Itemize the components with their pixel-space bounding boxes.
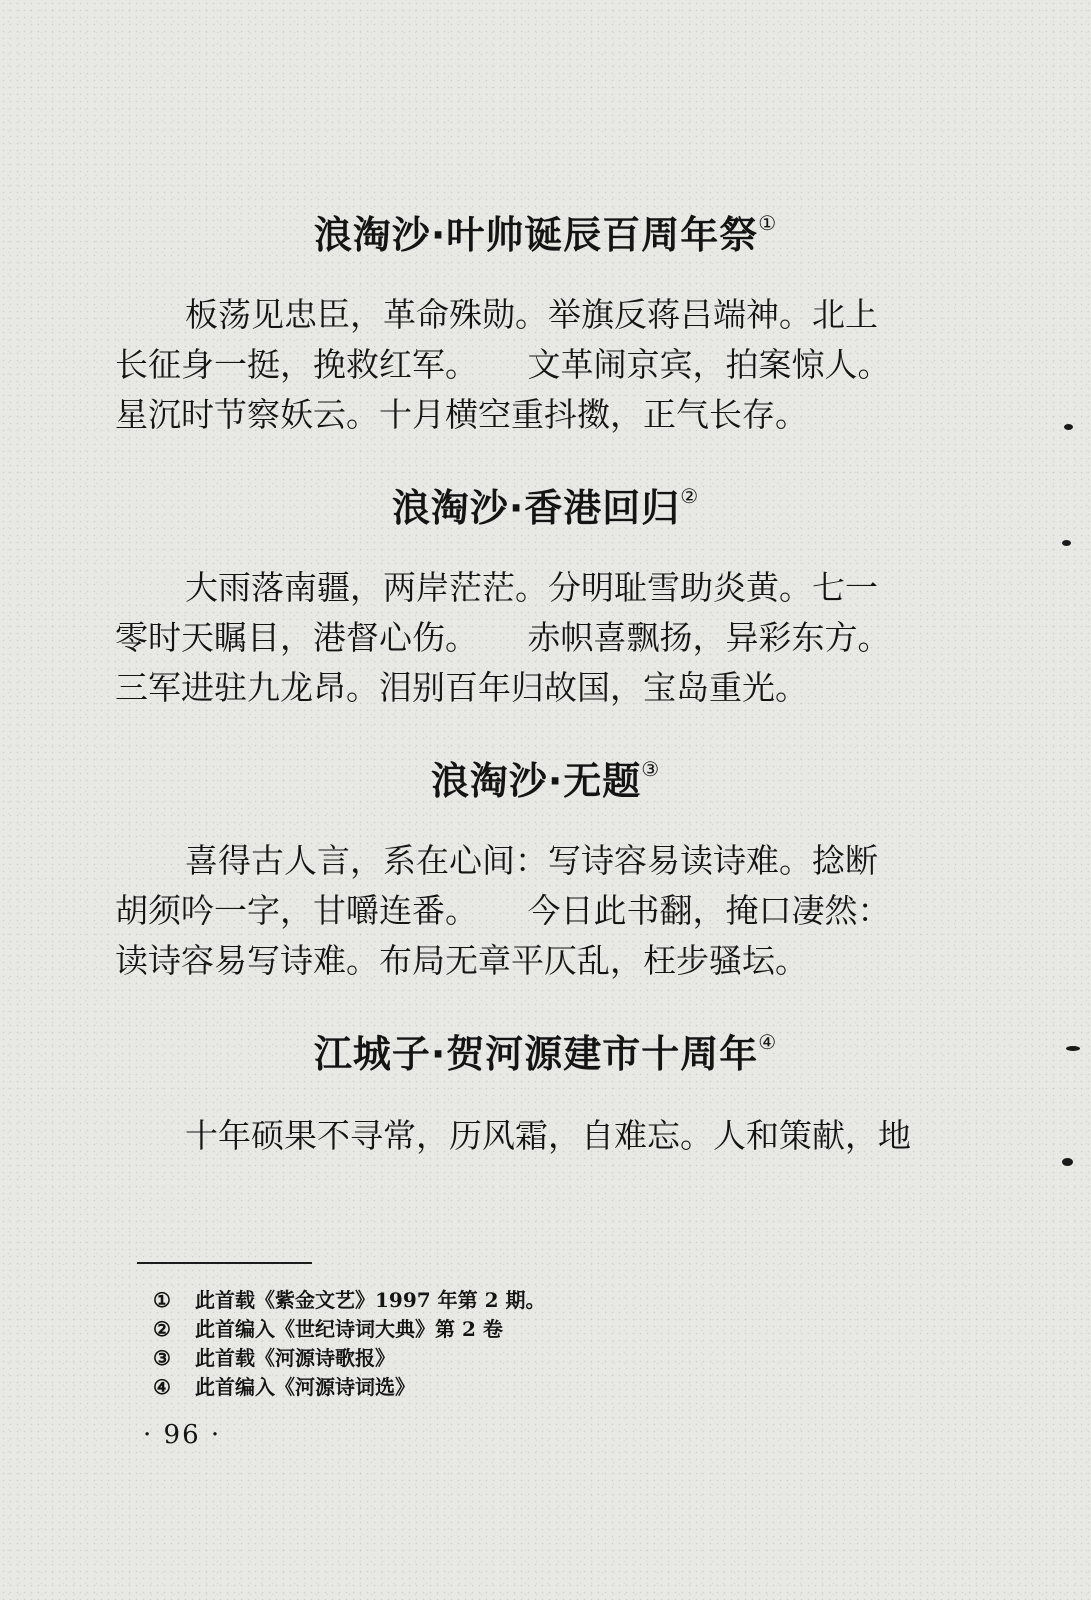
poem-title-2: 浪淘沙·香港回归② [391,484,700,530]
poem-title-1: 浪淘沙·叶帅诞辰百周年祭① [313,211,778,257]
poem-line: 三军进驻九龙昂。泪别百年归故国，宝岛重光。 [115,668,808,707]
footnote-mark: ③ [153,1346,171,1370]
scan-speck [1062,540,1071,546]
poem-line: 星沉时节察妖云。十月横空重抖擞，正气长存。 [115,395,808,434]
poem-line: 读诗容易写诗难。布局无章平仄乱，枉步骚坛。 [115,941,808,980]
footnote-text: 此首载《紫金文艺》1997 年第 2 期。 [195,1288,546,1312]
footnotes [153,1286,853,1402]
poem-title-3: 浪淘沙·无题③ [430,757,661,803]
footnote-mark: ② [153,1317,171,1341]
poem-line: 十年硕果不寻常，历风霜，自难忘。人和策献，地 [185,1116,911,1155]
footnote-item [153,1344,853,1373]
footnote-ref-1: ① [758,211,778,235]
poem-body-2 [115,563,935,713]
scan-speck [1062,1158,1073,1166]
poem-title-4: 江城子·贺河源建市十周年④ [313,1030,778,1076]
poem-line: 零时天瞩目，港督心伤。 赤帜喜飘扬，异彩东方。 [115,618,891,657]
page-number: · 96 · [143,1420,222,1450]
poem-line: 长征身一挺，挽救红军。 文革闹京宾，拍案惊人。 [115,345,891,384]
footnote-text: 此首编入《世纪诗词大典》第 2 卷 [195,1317,503,1341]
footnote-separator [137,1262,312,1264]
scan-speck [1064,424,1073,430]
footnote-item [153,1315,853,1344]
footnote-ref-2: ② [680,484,700,508]
footnote-text: 此首编入《河源诗词选》 [195,1375,415,1399]
poem-line: 喜得古人言，系在心间：写诗容易读诗难。捻断 [185,841,878,880]
poem-line: 大雨落南疆，两岸茫茫。分明耻雪助炎黄。七一 [185,568,878,607]
scan-speck [1066,1046,1080,1051]
poem-line: 板荡见忠臣，革命殊勋。举旗反蒋吕端神。北上 [185,295,878,334]
footnote-ref-3: ③ [641,757,661,781]
footnote-item [153,1286,853,1315]
footnote-text: 此首载《河源诗歌报》 [195,1346,395,1370]
poem-body-4 [115,1111,935,1161]
poem-body-3 [115,836,935,986]
footnote-mark: ① [153,1288,171,1312]
poem-body-1 [115,290,935,440]
poem-line: 胡须吟一字，甘嚼连番。 今日此书翻，掩口凄然： [115,891,891,930]
footnote-ref-4: ④ [758,1030,778,1054]
footnote-mark: ④ [153,1375,171,1399]
footnote-item [153,1373,853,1402]
